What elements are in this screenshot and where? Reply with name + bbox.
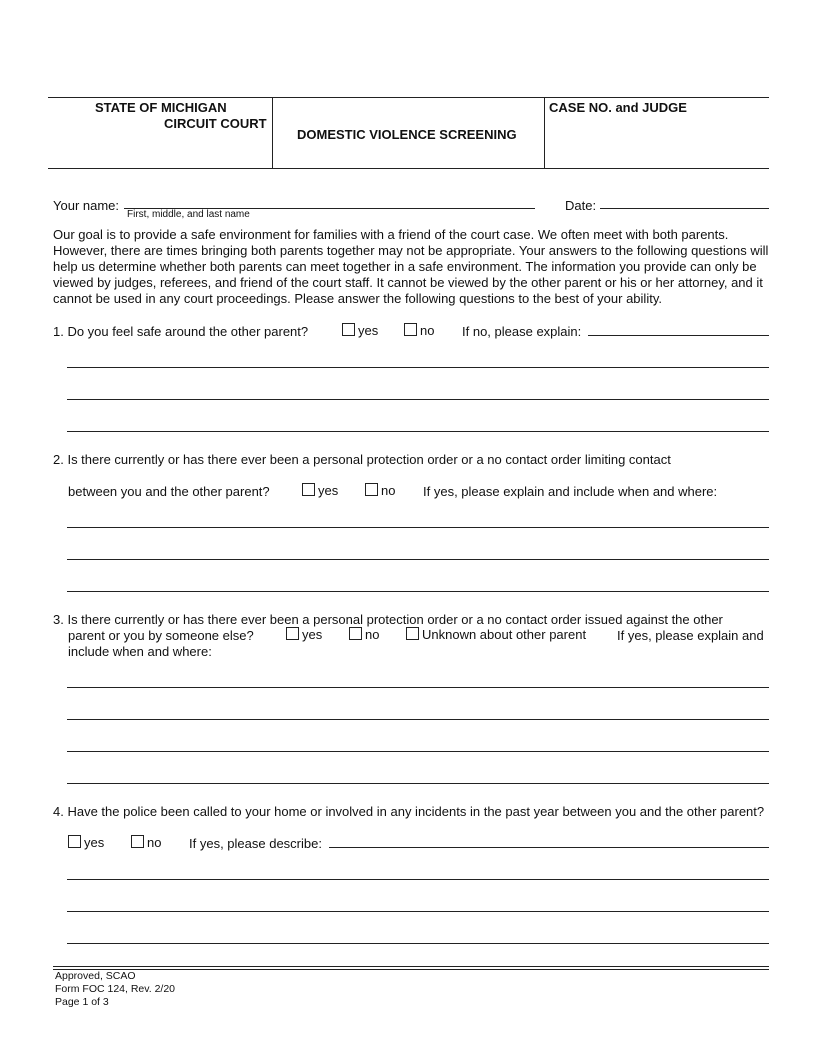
q2-no-label: no (381, 483, 396, 498)
q1-answer-line[interactable] (67, 367, 769, 368)
checkbox-icon[interactable] (342, 323, 355, 336)
q3-yes-option[interactable] (286, 627, 322, 642)
q3-no-label: no (365, 627, 380, 642)
q4-explain-label: If yes, please describe: (189, 836, 322, 851)
q2-no-option[interactable] (365, 483, 395, 498)
date-label: Date: (565, 198, 597, 213)
footer-approved: Approved, SCAO (55, 970, 136, 982)
name-label: Your name: (53, 198, 120, 213)
q3-yes-label: yes (302, 627, 323, 642)
checkbox-icon[interactable] (349, 627, 362, 640)
q2-answer-line[interactable] (67, 559, 769, 560)
q3-unknown-label: Unknown about other parent (422, 627, 587, 642)
q2-answer-line[interactable] (67, 527, 769, 528)
q2-text-line2: between you and the other parent? (68, 484, 270, 499)
q4-no-label: no (147, 835, 162, 850)
header-divider-left (272, 97, 273, 168)
q2-explain-label: If yes, please explain and include when and where: (423, 484, 718, 499)
q3-text-line1: 3. Is there currently or has there ever been a personal protection order or a no contact order issued against the other (53, 612, 723, 627)
q1-text: 1. Do you feel safe around the other parent? (53, 324, 309, 339)
checkbox-icon[interactable] (404, 323, 417, 336)
q3-answer-line[interactable] (67, 687, 769, 688)
checkbox-icon[interactable] (131, 835, 144, 848)
q4-text: 4. Have the police been called to your home or involved in any incidents in the past year between you and the other parent? (53, 804, 765, 819)
form-title: DOMESTIC VIOLENCE SCREENING (297, 127, 517, 142)
q2-yes-option[interactable] (302, 483, 338, 498)
q2-yes-label: yes (318, 483, 339, 498)
court-label: CIRCUIT COURT (164, 116, 267, 131)
q1-yes-option[interactable] (342, 323, 378, 338)
q4-answer-line[interactable] (67, 879, 769, 880)
intro-paragraph: Our goal is to provide a safe environment for families with a friend of the court case. We often meet with both parents. However, there are times bringing both parents together may not be appropriate. Your answers to the following questions will help us determine whether both parents can meet together in a safe environment. The information you provide can only be viewed by judges, referees, and friend of the court staff. It cannot be viewed by the other parent or his or her attorney, and it cannot be used in any court proceedings. Please answer the following questions to the best of your ability. (53, 227, 769, 306)
q1-no-option[interactable] (404, 323, 434, 338)
q1-answer-line[interactable] (67, 431, 769, 432)
q3-text-line3: include when and where: (68, 644, 212, 659)
q3-answer-line[interactable] (67, 783, 769, 784)
q3-no-option[interactable] (349, 627, 379, 642)
q4-no-option[interactable] (131, 835, 161, 850)
checkbox-icon[interactable] (406, 627, 419, 640)
q1-no-label: no (420, 323, 435, 338)
header-top-rule (48, 97, 769, 98)
q2-text-line1: 2. Is there currently or has there ever been a personal protection order or a no contact order limiting contact (53, 452, 671, 467)
q1-answer-line[interactable] (588, 335, 769, 336)
header-bottom-rule (48, 168, 769, 169)
header-divider-right (544, 97, 545, 168)
checkbox-icon[interactable] (365, 483, 378, 496)
q3-text-line2: parent or you by someone else? (68, 628, 254, 643)
q4-yes-label: yes (84, 835, 105, 850)
q4-answer-line[interactable] (329, 847, 769, 848)
q1-explain-label: If no, please explain: (462, 324, 582, 339)
name-hint: First, middle, and last name (127, 209, 250, 220)
q3-unknown-option[interactable] (406, 627, 586, 642)
checkbox-icon[interactable] (286, 627, 299, 640)
q1-answer-line[interactable] (67, 399, 769, 400)
q4-yes-option[interactable] (68, 835, 104, 850)
footer-rule (53, 966, 769, 967)
footer-form-number: Form FOC 124, Rev. 2/20 (55, 983, 176, 995)
case-number-label: CASE NO. and JUDGE (549, 100, 687, 115)
date-field[interactable] (600, 208, 769, 209)
state-label: STATE OF MICHIGAN (95, 100, 227, 115)
q3-answer-line[interactable] (67, 751, 769, 752)
q3-explain-label: If yes, please explain and (617, 628, 764, 643)
checkbox-icon[interactable] (302, 483, 315, 496)
q2-answer-line[interactable] (67, 591, 769, 592)
q4-answer-line[interactable] (67, 943, 769, 944)
q3-answer-line[interactable] (67, 719, 769, 720)
checkbox-icon[interactable] (68, 835, 81, 848)
q4-answer-line[interactable] (67, 911, 769, 912)
footer-block (55, 970, 175, 1009)
q1-yes-label: yes (358, 323, 379, 338)
footer-page-number: Page 1 of 3 (55, 996, 109, 1008)
